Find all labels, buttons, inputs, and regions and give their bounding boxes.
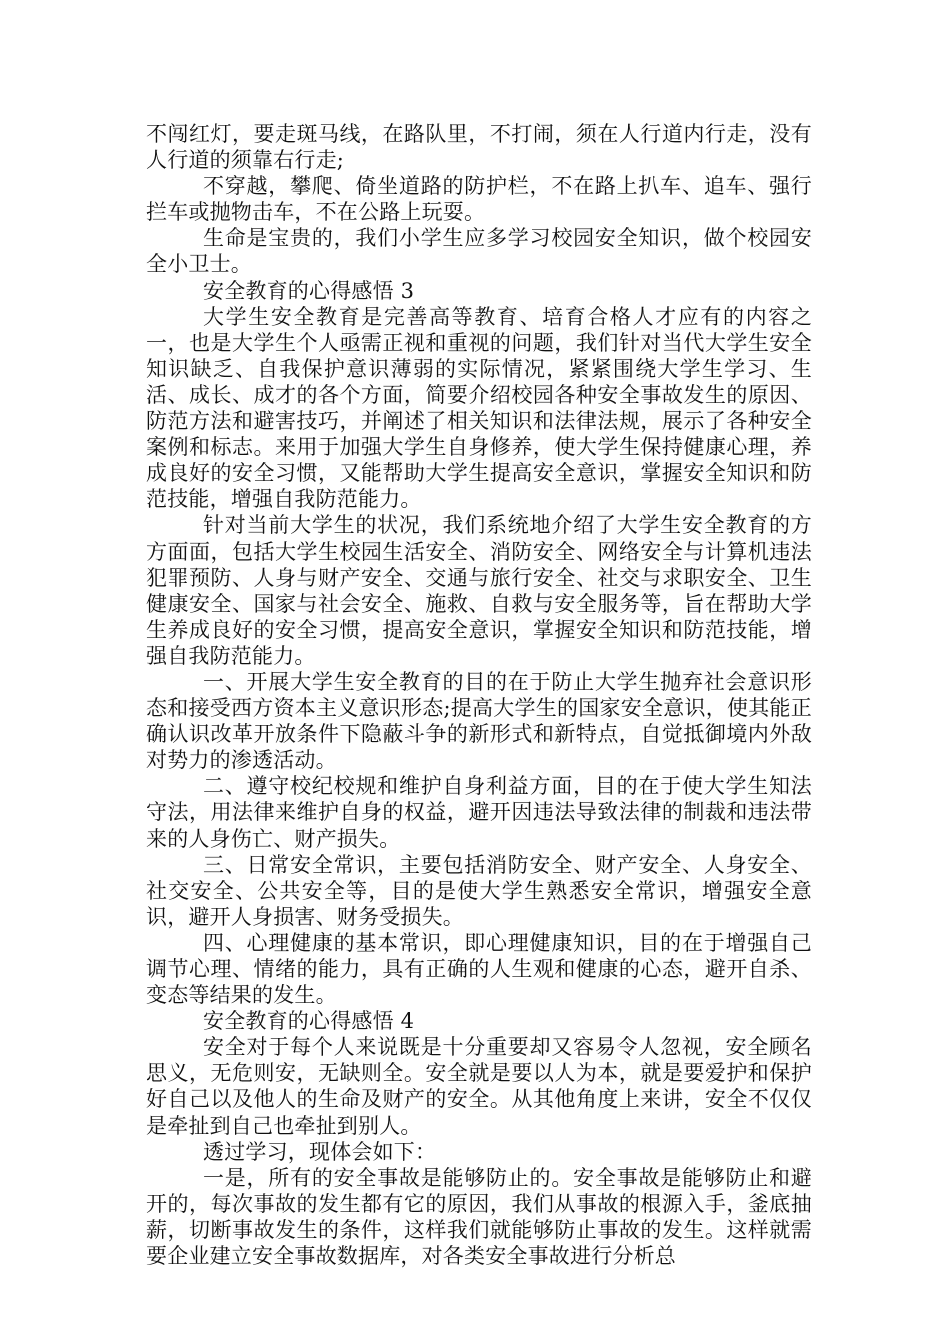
- paragraph: 不穿越，攀爬、倚坐道路的防护栏，不在路上扒车、追车、强行拦车或抛物击车，不在公路上玩耍。: [146, 174, 812, 225]
- paragraph: 一、开展大学生安全教育的目的在于防止大学生抛弃社会意识形态和接受西方资本主义意识形态;提高大学生的国家安全意识，使其能正确认识改革开放条件下隐蔽斗争的新形式和新特点，自觉抵御境内外敌对势力的渗透活动。: [146, 669, 812, 773]
- paragraph: 一是，所有的安全事故是能够防止的。安全事故是能够防止和避开的，每次事故的发生都有它的原因，我们从事故的根源入手，釜底抽薪，切断事故发生的条件，这样我们就能够防止事故的发生。这样就需要企业建立安全事故数据库，对各类安全事故进行分析总: [146, 1165, 812, 1269]
- paragraph: 针对当前大学生的状况，我们系统地介绍了大学生安全教育的方方面面，包括大学生校园生活安全、消防安全、网络安全与计算机违法犯罪预防、人身与财产安全、交通与旅行安全、社交与求职安全、卫生健康安全、国家与社会安全、施救、自救与安全服务等，旨在帮助大学生养成良好的安全习惯，提高安全意识，掌握安全知识和防范技能，增强自我防范能力。: [146, 513, 812, 668]
- paragraph: 大学生安全教育是完善高等教育、培育合格人才应有的内容之一，也是大学生个人亟需正视和重视的问题，我们针对当代大学生安全知识缺乏、自我保护意识薄弱的实际情况，紧紧围绕大学生学习、生活、成长、成才的各个方面，简要介绍校园各种安全事故发生的原因、防范方法和避害技巧，并阐述了相关知识和法律法规，展示了各种安全案例和标志。来用于加强大学生自身修养，使大学生保持健康心理，养成良好的安全习惯，又能帮助大学生提高安全意识，掌握安全知识和防范技能，增强自我防范能力。: [146, 304, 812, 512]
- section-heading: 安全教育的心得感悟 3: [203, 278, 415, 303]
- paragraph: 四、心理健康的基本常识，即心理健康知识，目的在于增强自己调节心理、情绪的能力，具有正确的人生观和健康的心态，避开自杀、变态等结果的发生。: [146, 930, 812, 1008]
- paragraph: 安全对于每个人来说既是十分重要却又容易令人忽视，安全顾名思义，无危则安，无缺则全。安全就是要以人为本，就是要爱护和保护好自己以及他人的生命及财产的安全。从其他角度上来讲，安全不仅仅是牵扯到自己也牵扯到别人。: [146, 1035, 812, 1138]
- section-heading: 安全教育的心得感悟 4: [203, 1009, 415, 1034]
- paragraph: 三、日常安全常识，主要包括消防安全、财产安全、人身安全、社交安全、公共安全等，目的是使大学生熟悉安全常识，增强安全意识，避开人身损害、财务受损失。: [146, 852, 812, 929]
- paragraph: 二、遵守校纪校规和维护自身利益方面，目的在于使大学生知法守法，用法律来维护自身的权益，避开因违法导致法律的制裁和违法带来的人身伤亡、财产损失。: [146, 774, 812, 851]
- paragraph: 生命是宝贵的，我们小学生应多学习校园安全知识，做个校园安全小卫士。: [146, 226, 812, 277]
- paragraph: 不闯红灯，要走斑马线，在路队里，不打闹，须在人行道内行走，没有人行道的须靠右行走;: [146, 122, 812, 173]
- paragraph: 透过学习，现体会如下：: [203, 1139, 437, 1164]
- document-page: [146, 121, 812, 1269]
